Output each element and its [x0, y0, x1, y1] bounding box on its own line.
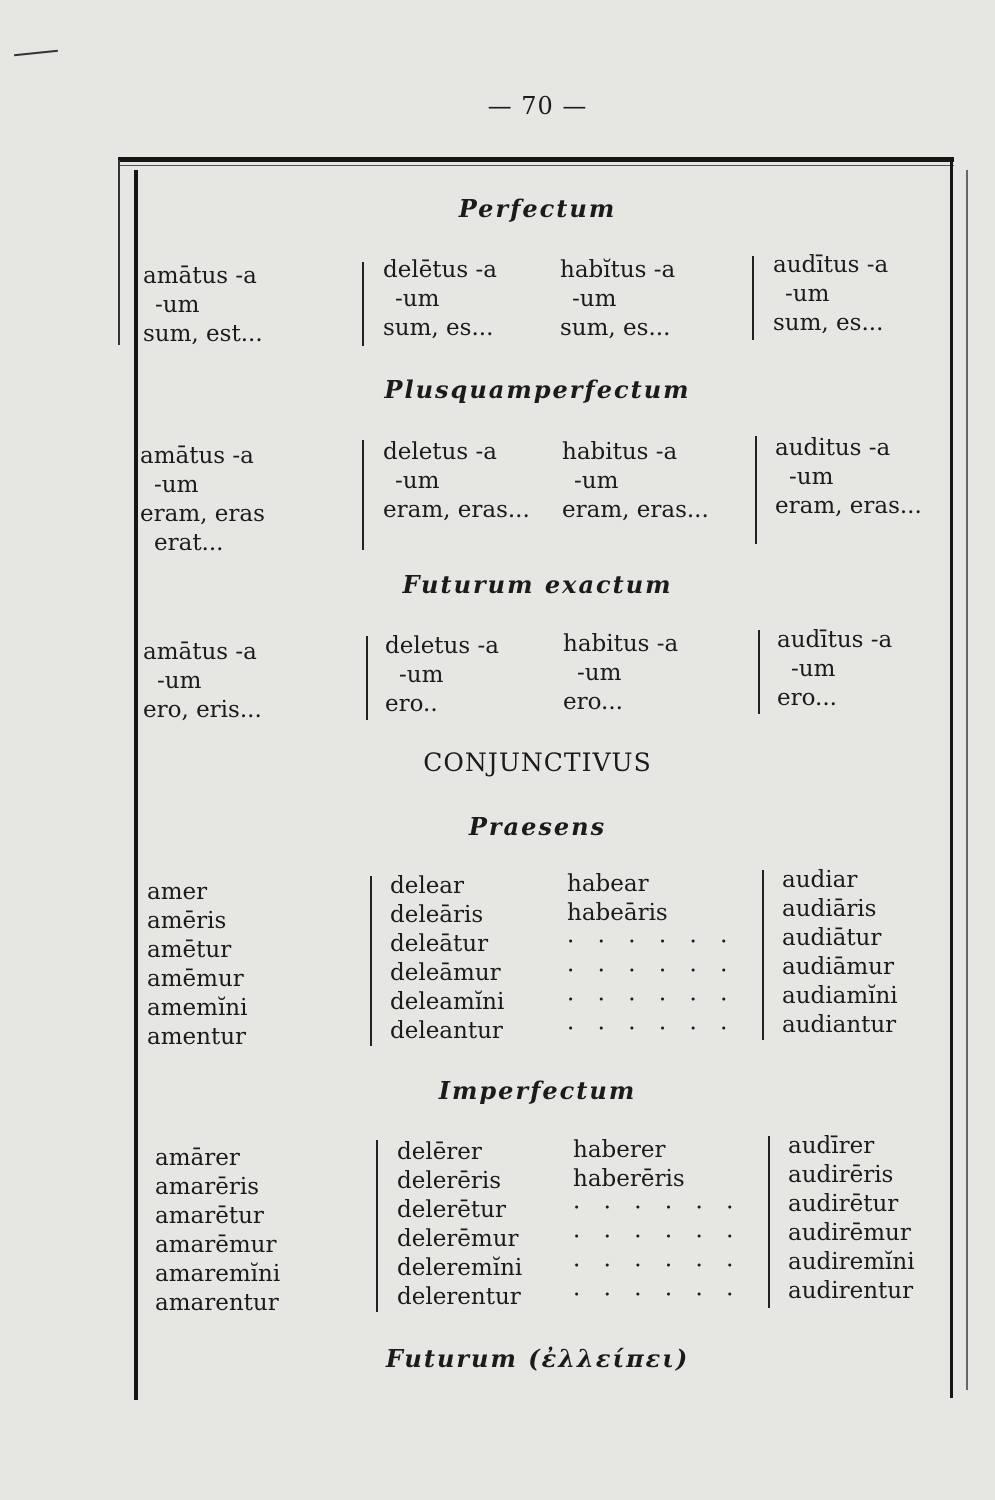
imperfectum-column-i: [788, 1132, 915, 1306]
form-line: amētur: [147, 937, 232, 963]
form-line: -um: [572, 286, 617, 312]
form-line: eram, eras...: [775, 493, 922, 519]
perfectum-column-a: [143, 262, 263, 349]
form-line: delerēmur: [397, 1226, 519, 1252]
form-line: audirētur: [788, 1191, 899, 1217]
form-line: -um: [791, 656, 836, 682]
page-mark: [14, 50, 58, 57]
plusquam-column-e: [383, 438, 530, 525]
column-divider: [366, 636, 368, 720]
futurum-exactum-column-e: [385, 632, 499, 719]
form-line: eram, eras: [140, 501, 265, 527]
form-line: -um: [785, 281, 830, 307]
form-line: ero...: [563, 689, 623, 715]
form-line: audiātur: [782, 925, 882, 951]
form-line: -um: [399, 662, 444, 688]
left-rule-inner: [118, 160, 120, 345]
imperfectum-column-e: [397, 1138, 522, 1312]
form-line: haberēris: [573, 1166, 685, 1192]
column-divider: [376, 1140, 378, 1312]
futurum-exactum-column-e2: [563, 630, 678, 717]
form-line: eram, eras...: [383, 497, 530, 523]
form-line: habitus -a: [563, 631, 679, 657]
form-line: deletus -a: [385, 633, 499, 659]
ellipsis-line: · · · · · ·: [573, 1195, 742, 1221]
column-divider: [370, 876, 372, 1046]
form-line: amemĭni: [147, 995, 248, 1021]
column-divider: [762, 870, 764, 1040]
left-rule: [134, 170, 138, 1400]
form-line: audirēris: [788, 1162, 894, 1188]
plusquam-column-e2: [562, 438, 709, 525]
form-line: amarentur: [155, 1290, 279, 1316]
form-line: -um: [577, 660, 622, 686]
form-line: -um: [155, 292, 200, 318]
perfectum-column-i: [773, 251, 888, 338]
form-line: sum, es...: [383, 315, 494, 341]
column-divider: [768, 1136, 770, 1308]
form-line: sum, es...: [560, 315, 671, 341]
ellipsis-line: · · · · · ·: [567, 958, 736, 984]
form-line: audiāris: [782, 896, 877, 922]
column-divider: [755, 436, 757, 544]
form-line: amer: [147, 879, 208, 905]
form-line: audirēmur: [788, 1220, 911, 1246]
form-line: deleremĭni: [397, 1255, 523, 1281]
praesens-column-e2: [567, 870, 735, 1044]
form-line: delear: [390, 873, 465, 899]
form-line: habitus -a: [562, 439, 678, 465]
form-line: amārer: [155, 1145, 240, 1171]
form-line: audirentur: [788, 1278, 914, 1304]
section-title-plusquamperfectum: Plusquamperfectum: [384, 375, 691, 404]
form-line: amātus -a: [140, 443, 254, 469]
form-line: amēmur: [147, 966, 244, 992]
ellipsis-line: · · · · · ·: [573, 1224, 742, 1250]
form-line: deleātur: [390, 931, 489, 957]
form-line: auditus -a: [775, 435, 891, 461]
section-title-praesens: Praesens: [468, 812, 607, 841]
form-line: -um: [574, 468, 619, 494]
form-line: habear: [567, 871, 649, 897]
form-line: audiāmur: [782, 954, 894, 980]
form-line: deleāris: [390, 902, 484, 928]
column-divider: [752, 256, 754, 340]
form-line: amēris: [147, 908, 227, 934]
section-title-perfectum: Perfectum: [458, 194, 617, 223]
form-line: deletus -a: [383, 439, 497, 465]
ellipsis-line: · · · · · ·: [567, 929, 736, 955]
form-line: audiantur: [782, 1012, 897, 1038]
plusquam-column-a: [140, 442, 265, 558]
form-line: -um: [395, 468, 440, 494]
form-line: audiar: [782, 867, 858, 893]
mood-title-conjunctivus: CONJUNCTIVUS: [423, 748, 652, 777]
form-line: amarēris: [155, 1174, 259, 1200]
form-line: amarētur: [155, 1203, 264, 1229]
section-title-futurum-exactum: Futurum exactum: [402, 570, 673, 599]
form-line: -um: [157, 668, 202, 694]
form-line: -um: [154, 472, 199, 498]
form-line: amātus -a: [143, 263, 257, 289]
form-line: ero..: [385, 691, 438, 717]
top-rule: [118, 157, 954, 162]
futurum-exactum-column-i: [777, 626, 892, 713]
form-line: habeāris: [567, 900, 668, 926]
form-line: deleamĭni: [390, 989, 505, 1015]
ellipsis-line: · · · · · ·: [567, 1016, 736, 1042]
form-line: ero, eris...: [143, 697, 262, 723]
form-line: delerētur: [397, 1197, 506, 1223]
form-line: audītus -a: [777, 627, 893, 653]
ellipsis-line: · · · · · ·: [573, 1282, 742, 1308]
form-line: haberer: [573, 1137, 666, 1163]
ellipsis-line: · · · · · ·: [573, 1253, 742, 1279]
right-rule: [950, 158, 953, 1398]
form-line: deleantur: [390, 1018, 503, 1044]
column-divider: [758, 630, 760, 714]
form-line: delerēris: [397, 1168, 502, 1194]
column-divider: [362, 440, 364, 550]
ellipsis-line: · · · · · ·: [567, 987, 736, 1013]
column-divider: [362, 262, 364, 346]
form-line: habĭtus -a: [560, 257, 676, 283]
form-line: delētus -a: [383, 257, 497, 283]
perfectum-column-e: [383, 256, 497, 343]
form-line: audiremĭni: [788, 1249, 915, 1275]
section-title-imperfectum: Imperfectum: [438, 1076, 637, 1105]
top-rule-thin: [118, 165, 954, 166]
imperfectum-column-e2: [573, 1136, 741, 1310]
form-line: eram, eras...: [562, 497, 709, 523]
perfectum-column-e2: [560, 256, 675, 343]
form-line: audīrer: [788, 1133, 875, 1159]
form-line: -um: [395, 286, 440, 312]
form-line: erat...: [154, 530, 224, 556]
form-line: audiamĭni: [782, 983, 898, 1009]
praesens-column-a: [147, 878, 247, 1052]
form-line: deleāmur: [390, 960, 501, 986]
form-line: -um: [789, 464, 834, 490]
form-line: delerentur: [397, 1284, 521, 1310]
form-line: ero...: [777, 685, 837, 711]
form-line: sum, es...: [773, 310, 884, 336]
futurum-exactum-column-a: [143, 638, 262, 725]
section-title-futurum: Futurum (ἐλλείπει): [385, 1344, 690, 1373]
plusquam-column-i: [775, 434, 922, 521]
form-line: delērer: [397, 1139, 482, 1165]
imperfectum-column-a: [155, 1144, 280, 1318]
form-line: amentur: [147, 1024, 246, 1050]
right-rule-outer: [966, 170, 968, 1390]
form-line: audītus -a: [773, 252, 889, 278]
page-number: — 70 —: [487, 92, 588, 120]
praesens-column-i: [782, 866, 898, 1040]
form-line: sum, est...: [143, 321, 263, 347]
form-line: amātus -a: [143, 639, 257, 665]
form-line: amaremĭni: [155, 1261, 281, 1287]
form-line: amarēmur: [155, 1232, 277, 1258]
praesens-column-e: [390, 872, 504, 1046]
